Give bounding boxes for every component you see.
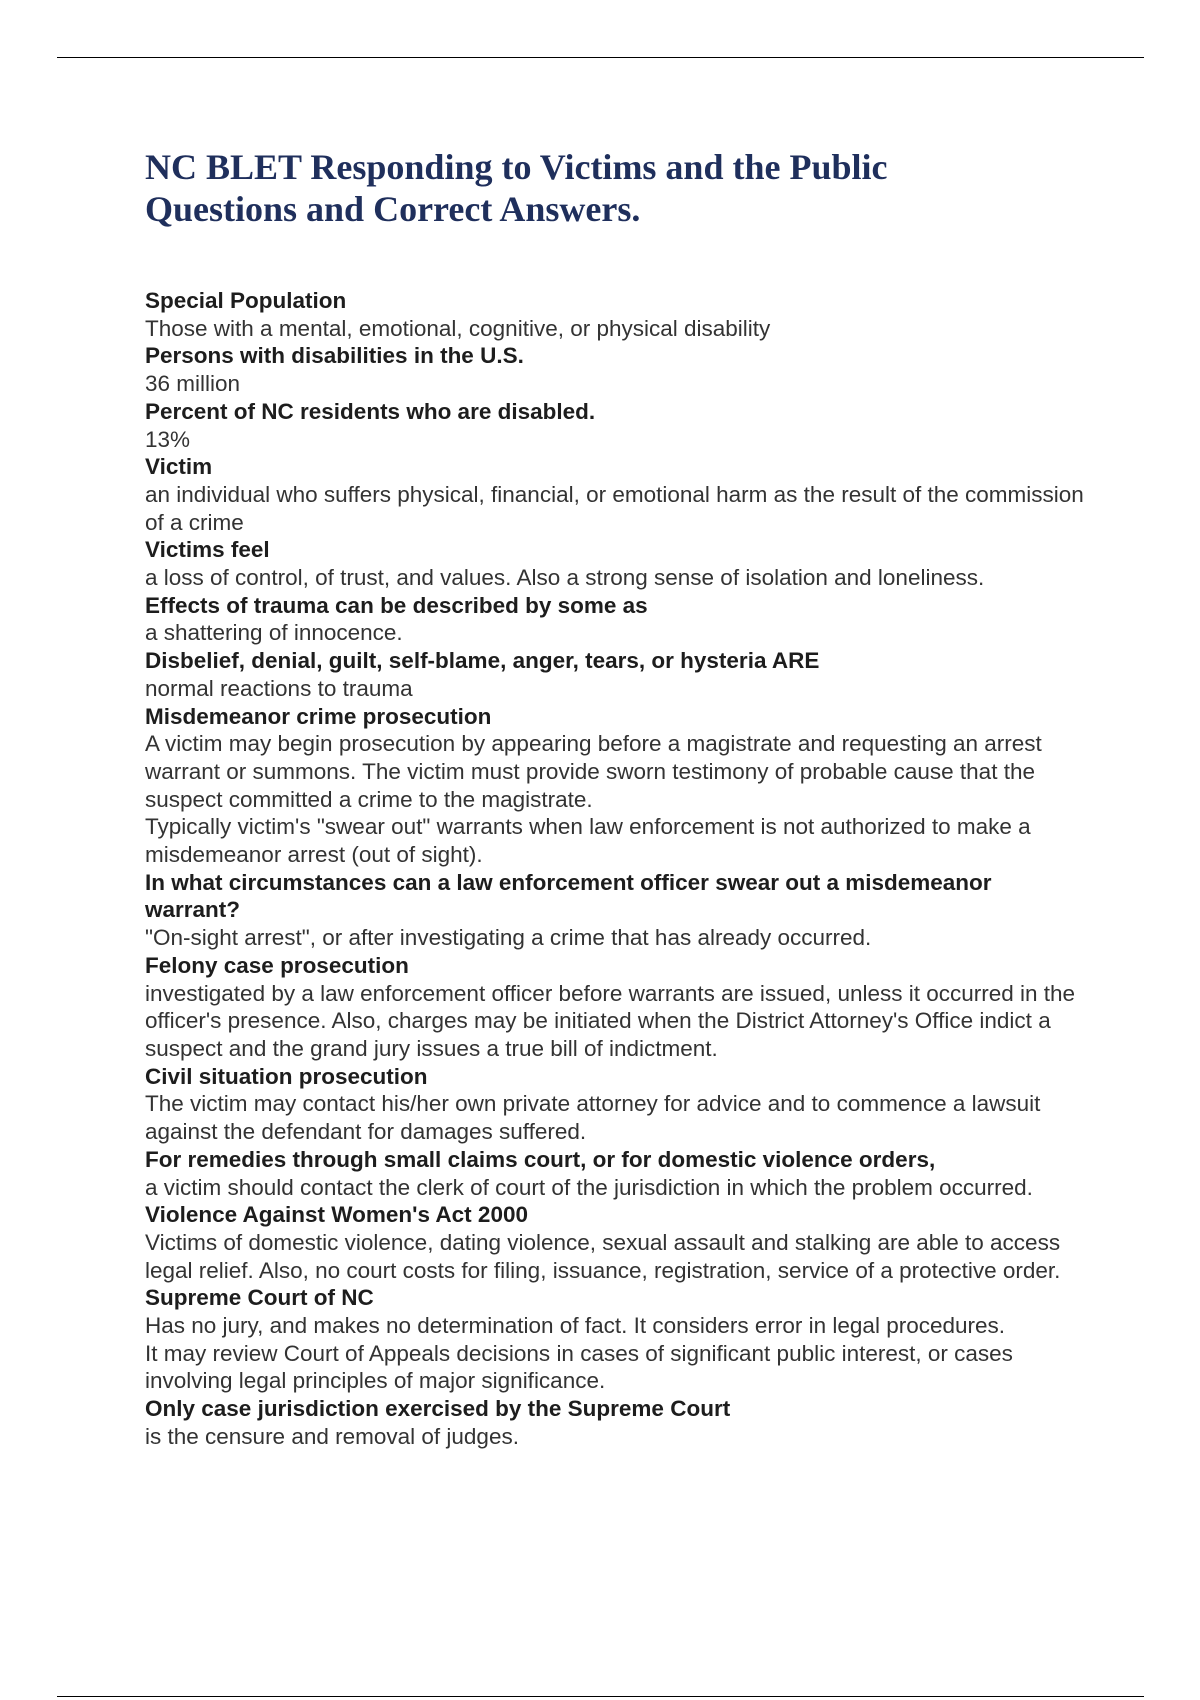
answer: a loss of control, of trust, and values. Also a strong sense of isolation and loneliness. [145, 565, 985, 591]
answer: investigated by a law enforcement officer before warrants are issued, unless it occurred in the officer's presence. Also, charges may be initiated when the District Attorney's Office indict a suspect and the grand jury issues a true bill of indictment. [145, 980, 1076, 1061]
answer: It may review Court of Appeals decisions in cases of significant public interest, or cases involving legal principles of major significance. [145, 1340, 1013, 1394]
question: For remedies through small claims court, or for domestic violence orders, [145, 1146, 936, 1172]
answer: is the censure and removal of judges. [145, 1423, 519, 1449]
answer: Victims of domestic violence, dating violence, sexual assault and stalking are able to access legal relief. Also, no court costs for filing, issuance, registration, service of a protective order. [145, 1229, 1061, 1283]
answer: normal reactions to trauma [145, 675, 413, 701]
question: Felony case prosecution [145, 952, 409, 978]
question: Supreme Court of NC [145, 1285, 374, 1311]
top-rule [57, 57, 1144, 58]
title-line: NC BLET Responding to Victims and the Public [145, 147, 888, 187]
question: Effects of trauma can be described by some as [145, 592, 648, 618]
question: Misdemeanor crime prosecution [145, 703, 492, 729]
answer: Typically victim's "swear out" warrants when law enforcement is not authorized to make a misdemeanor arrest (out of sight). [145, 814, 1031, 868]
question: Violence Against Women's Act 2000 [145, 1202, 528, 1228]
answer: The victim may contact his/her own private attorney for advice and to commence a lawsuit against the defendant for damages suffered. [145, 1091, 1041, 1145]
answer: a victim should contact the clerk of court of the jurisdiction in which the problem occurred. [145, 1174, 1033, 1200]
question: Percent of NC residents who are disabled. [145, 398, 596, 424]
question: Disbelief, denial, guilt, self-blame, anger, tears, or hysteria ARE [145, 648, 820, 674]
answer: "On-sight arrest", or after investigating a crime that has already occurred. [145, 925, 872, 951]
answer: a shattering of innocence. [145, 620, 403, 646]
answer: Those with a mental, emotional, cognitive, or physical disability [145, 315, 771, 341]
answer: an individual who suffers physical, financial, or emotional harm as the result of the commission of a crime [145, 481, 1084, 535]
question: Persons with disabilities in the U.S. [145, 343, 524, 369]
answer: Has no jury, and makes no determination of fact. It considers error in legal procedures. [145, 1313, 1006, 1339]
question: Victims feel [145, 537, 270, 563]
bottom-rule [57, 1696, 1144, 1697]
answer: A victim may begin prosecution by appearing before a magistrate and requesting an arrest warrant or summons. The victim must provide sworn testimony of probable cause that the suspect committed a crime to the magistrate. [145, 731, 1042, 812]
document-title [145, 146, 1105, 230]
qa-list [145, 287, 1085, 1451]
answer: 13% [145, 426, 191, 452]
answer: 36 million [145, 371, 241, 397]
question: Only case jurisdiction exercised by the Supreme Court [145, 1396, 731, 1422]
title-line: Questions and Correct Answers. [145, 189, 641, 229]
question: Victim [145, 454, 213, 480]
question: Special Population [145, 288, 347, 313]
question: Civil situation prosecution [145, 1063, 428, 1089]
question: In what circumstances can a law enforcement officer swear out a misdemeanor warrant? [145, 869, 992, 923]
